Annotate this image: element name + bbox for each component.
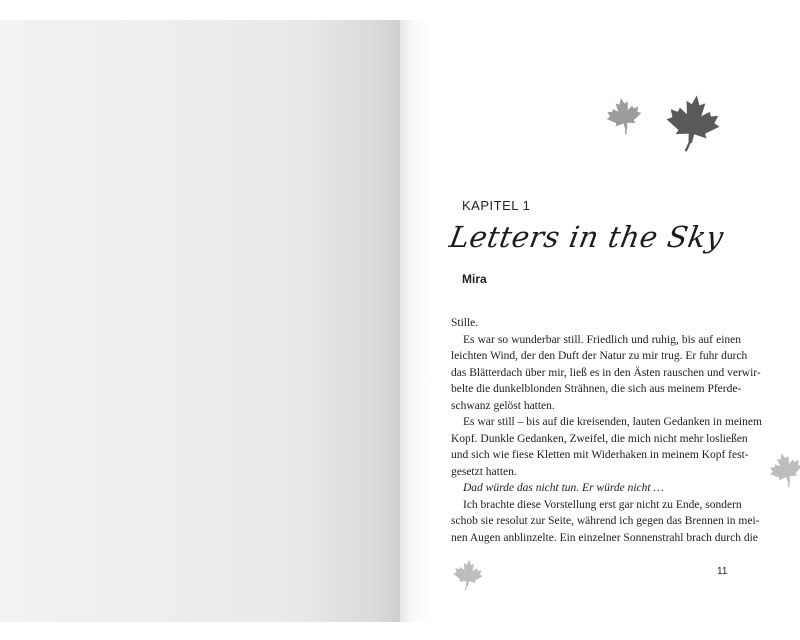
text-line: das Blätterdach über mir, ließ es in den Ästen rauschen und verwir- <box>451 366 761 379</box>
pov-name: Mira <box>462 272 487 286</box>
text-line: leichten Wind, der den Duft der Natur zu mir trug. Er fuhr durch <box>451 350 748 362</box>
page-number: 11 <box>717 566 728 577</box>
text-line: Stille. <box>451 317 479 329</box>
text-line: belte die dunkelblonden Strähnen, die sich aus meinem Pferde- <box>451 383 742 395</box>
left-page <box>0 20 400 622</box>
text-line: schwanz gelöst hatten. <box>451 399 555 412</box>
maple-leaf-icon <box>768 450 800 490</box>
right-page <box>400 20 800 622</box>
text-line: Dad würde das nicht tun. Er würde nicht … <box>463 482 664 494</box>
maple-leaf-icon <box>605 96 643 136</box>
book-spread <box>0 20 800 622</box>
text-line: Ich brachte diese Vorstellung erst gar nicht zu Ende, sondern <box>463 498 742 511</box>
chapter-title: Letters in the Sky <box>447 220 727 254</box>
text-line: schob sie resolut zur Seite, während ich gegen das Brennen in mei- <box>451 515 760 527</box>
chapter-label: KAPITEL 1 <box>462 198 531 213</box>
maple-leaf-icon <box>664 92 722 154</box>
text-line: und sich wie fiese Kletten mit Widerhaken in meinem Kopf fest- <box>451 449 749 461</box>
body-text <box>451 315 762 546</box>
text-line: Kopf. Dunkle Gedanken, Zweifel, die mich nicht mehr losließen <box>451 432 748 445</box>
text-line: Es war still – bis auf die kreisenden, lauten Gedanken in meinem <box>463 416 762 428</box>
maple-leaf-icon <box>452 558 484 592</box>
text-line: gesetzt hatten. <box>451 465 517 478</box>
text-line: nen Augen anblinzelte. Ein einzelner Sonnenstrahl brach durch die <box>451 531 758 544</box>
text-line: Es war so wunderbar still. Friedlich und ruhig, bis auf einen <box>463 333 741 346</box>
